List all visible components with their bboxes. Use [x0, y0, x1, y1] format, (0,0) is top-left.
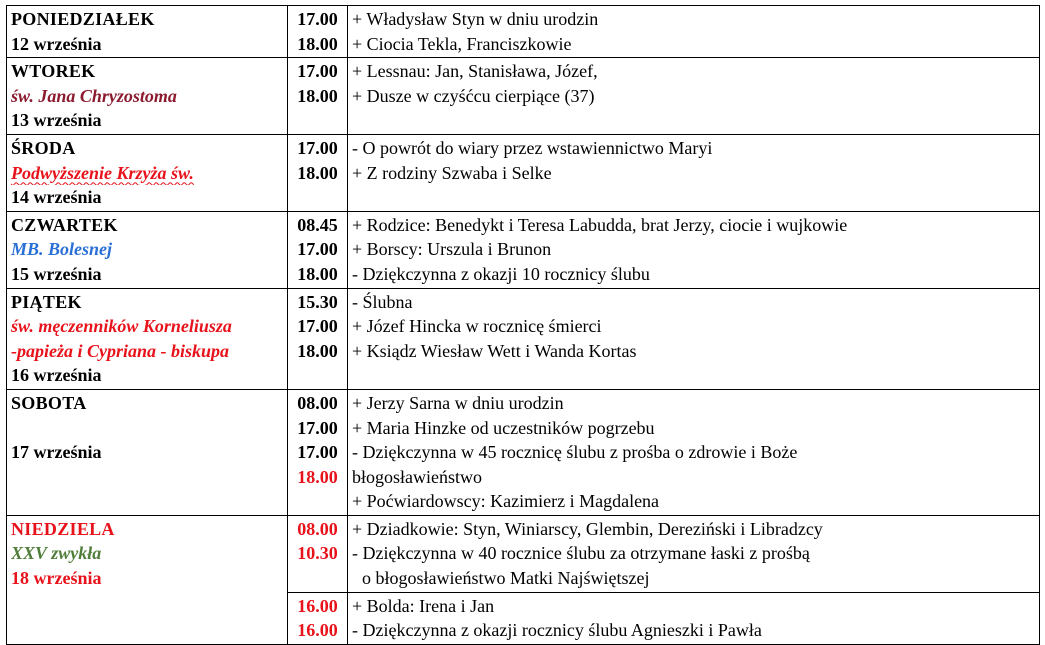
day-date: 12 września	[11, 33, 102, 54]
day-date: 13 września	[11, 110, 102, 131]
mass-time: 18.00	[297, 466, 338, 487]
mass-intention-continued: błogosławieństwo	[352, 466, 482, 487]
saint-feast: -papieża i Cypriana - biskupa	[11, 340, 230, 361]
mass-time: 10.30	[297, 543, 338, 564]
times-cell-friday	[288, 288, 348, 389]
day-name: NIEDZIELA	[11, 518, 115, 539]
mass-intention: + Maria Hinzke od uczestników pogrzebu	[352, 417, 655, 438]
mass-time: 17.00	[297, 61, 338, 82]
mass-intention: + Dziadkowie: Styn, Winiarscy, Glembin, Dereziński i Libradzcy	[352, 518, 823, 539]
mass-intention: + Władysław Styn w dniu urodzin	[352, 9, 599, 29]
times-cell-sunday-morning	[288, 515, 348, 592]
mass-time: 17.00	[297, 442, 338, 463]
times-cell-sunday-afternoon	[288, 592, 348, 644]
day-date: 15 września	[11, 263, 102, 284]
mass-intention: + Borscy: Urszula i Brunon	[352, 239, 552, 260]
mass-time: 15.30	[297, 291, 338, 312]
day-date: 17 września	[11, 442, 102, 463]
mass-intention-continued: o błogosławieństwo Matki Najświętszej	[362, 568, 650, 589]
day-cell-thursday	[7, 211, 288, 288]
mass-time: 18.00	[297, 340, 338, 361]
mass-intention: + Lessnau: Jan, Stanisława, Józef,	[352, 61, 598, 82]
mass-time: 18.00	[297, 85, 338, 106]
table-row-monday	[7, 6, 1040, 58]
saint-feast	[11, 161, 287, 186]
mass-intention: - Ślubna	[352, 291, 413, 312]
mass-intention: - Dziękczynna w 45 rocznicę ślubu z prośba o zdrowie i Boże	[352, 442, 798, 463]
mass-intentions-document	[6, 5, 1040, 645]
saint-feast-text: Podwyższenie Krzyża św.	[11, 162, 194, 183]
times-cell-wednesday	[288, 134, 348, 211]
mass-time: 16.00	[297, 620, 338, 641]
mass-intention: + Bolda: Irena i Jan	[352, 595, 495, 616]
intentions-cell-saturday	[348, 389, 1040, 515]
mass-time: 08.00	[297, 392, 338, 413]
intentions-cell-wednesday	[348, 134, 1040, 211]
saint-feast: XXV zwykła	[11, 543, 102, 564]
mass-intention: + Rodzice: Benedykt i Teresa Labudda, brat Jerzy, ciocie i wujkowie	[352, 214, 848, 235]
day-name: PONIEDZIAŁEK	[11, 9, 155, 29]
times-cell-thursday	[288, 211, 348, 288]
intentions-cell-monday	[348, 6, 1040, 58]
spacer	[288, 566, 347, 591]
mass-time: 18.00	[297, 263, 338, 284]
mass-time: 17.00	[297, 417, 338, 438]
intentions-cell-thursday	[348, 211, 1040, 288]
mass-intention: + Jerzy Sarna w dniu urodzin	[352, 392, 564, 413]
table-row-saturday	[7, 389, 1040, 515]
day-name: ŚRODA	[11, 137, 76, 158]
intentions-cell-sunday-morning	[348, 515, 1040, 592]
day-cell-friday	[7, 288, 288, 389]
mass-intention: - O powrót do wiary przez wstawiennictwo Maryi	[352, 137, 713, 158]
mass-time: 17.00	[297, 316, 338, 337]
day-date: 14 września	[11, 187, 102, 208]
mass-intention: - Dziękczynna z okazji 10 rocznicy ślubu	[352, 263, 650, 284]
day-cell-monday	[7, 6, 288, 58]
mass-intention: - Dziękczynna w 40 rocznice ślubu za otrzymane łaski z prośbą	[352, 543, 810, 564]
times-cell-saturday	[288, 389, 348, 515]
table-row-thursday	[7, 211, 1040, 288]
intentions-cell-friday	[348, 288, 1040, 389]
mass-time: 08.45	[297, 214, 338, 235]
mass-intention: + Ksiądz Wiesław Wett i Wanda Kortas	[352, 340, 637, 361]
mass-intention: + Józef Hincka w rocznicę śmierci	[352, 316, 602, 337]
mass-schedule-table	[6, 5, 1040, 645]
table-row-wednesday	[7, 134, 1040, 211]
intentions-cell-sunday-afternoon	[348, 592, 1040, 644]
mass-time: 17.00	[297, 239, 338, 260]
times-cell-monday	[288, 6, 348, 58]
table-row-tuesday	[7, 58, 1040, 135]
mass-intention: + Ciocia Tekla, Franciszkowie	[352, 33, 572, 54]
spacer	[11, 416, 287, 441]
day-cell-saturday	[7, 389, 288, 515]
day-name: PIĄTEK	[11, 291, 82, 312]
day-date: 16 września	[11, 365, 102, 386]
mass-intention: + Dusze w czyśćcu cierpiące (37)	[352, 85, 595, 106]
mass-intention: + Poćwiardowscy: Kazimierz i Magdalena	[352, 491, 660, 512]
mass-time: 08.00	[297, 518, 338, 539]
mass-intention: - Dziękczynna z okazji rocznicy ślubu Agnieszki i Pawła	[352, 620, 762, 641]
day-cell-sunday	[7, 515, 288, 644]
times-cell-tuesday	[288, 58, 348, 135]
mass-time: 18.00	[297, 33, 338, 54]
table-row-friday	[7, 288, 1040, 389]
intentions-cell-tuesday	[348, 58, 1040, 135]
day-date: 18 września	[11, 568, 102, 589]
mass-time: 17.00	[297, 9, 338, 29]
table-row-sunday-morning	[7, 515, 1040, 592]
saint-feast: św. męczenników Korneliusza	[11, 316, 232, 337]
mass-time: 17.00	[297, 137, 338, 158]
mass-intention: + Z rodziny Szwaba i Selke	[352, 162, 552, 183]
mass-time: 18.00	[297, 162, 338, 183]
day-name: CZWARTEK	[11, 214, 118, 235]
day-cell-tuesday	[7, 58, 288, 135]
day-cell-wednesday	[7, 134, 288, 211]
saint-feast: św. Jana Chryzostoma	[11, 85, 177, 106]
day-name: WTOREK	[11, 61, 96, 82]
saint-feast: MB. Bolesnej	[11, 239, 113, 260]
mass-time: 16.00	[297, 595, 338, 616]
day-name: SOBOTA	[11, 392, 87, 413]
